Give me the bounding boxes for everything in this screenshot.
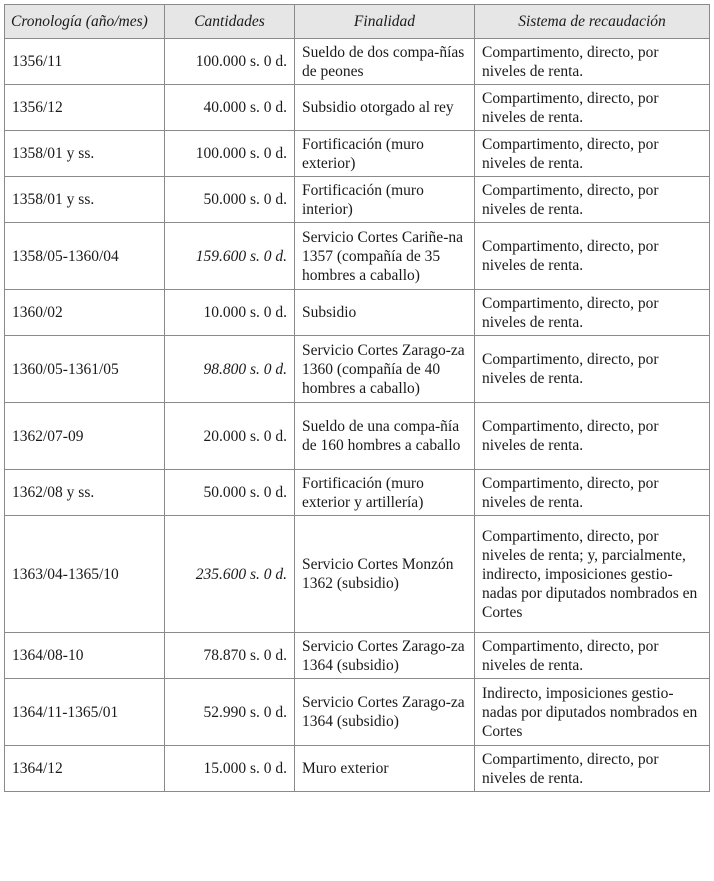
- cell-finalidad: Servicio Cortes Zarago-za 1364 (subsidio): [295, 679, 475, 746]
- data-table: [4, 4, 710, 792]
- table-row: [5, 403, 710, 470]
- table-row: [5, 290, 710, 336]
- cell-cantidad: 50.000 s. 0 d.: [165, 470, 295, 516]
- header-cantidades: Cantidades: [165, 5, 295, 39]
- cell-cantidad: 159.600 s. 0 d.: [165, 223, 295, 290]
- cell-finalidad: Subsidio: [295, 290, 475, 336]
- table-row: [5, 39, 710, 85]
- cell-cronologia: 1360/05-1361/05: [5, 336, 165, 403]
- table-row: [5, 633, 710, 679]
- cell-cronologia: 1362/07-09: [5, 403, 165, 470]
- cell-cantidad: 98.800 s. 0 d.: [165, 336, 295, 403]
- cell-sistema: Compartimento, directo, por niveles de renta.: [475, 290, 710, 336]
- cell-sistema: Compartimento, directo, por niveles de renta.: [475, 403, 710, 470]
- header-row: [5, 5, 710, 39]
- cell-sistema: Compartimento, directo, por niveles de renta.: [475, 633, 710, 679]
- header-cronologia: Cronología (año/mes): [5, 5, 165, 39]
- table-row: [5, 470, 710, 516]
- cell-sistema: Compartimento, directo, por niveles de renta.: [475, 746, 710, 792]
- cell-sistema: Compartimento, directo, por niveles de renta; y, parcialmente, indirecto, imposiciones gestio-nadas por diputados nombrados en Cortes: [475, 516, 710, 633]
- cell-finalidad: Subsidio otorgado al rey: [295, 85, 475, 131]
- table-row: [5, 336, 710, 403]
- cell-finalidad: Servicio Cortes Zarago-za 1364 (subsidio): [295, 633, 475, 679]
- cell-finalidad: Servicio Cortes Cariñe-na 1357 (compañía de 35 hombres a caballo): [295, 223, 475, 290]
- cell-cronologia: 1362/08 y ss.: [5, 470, 165, 516]
- header-finalidad: Finalidad: [295, 5, 475, 39]
- table-row: [5, 85, 710, 131]
- cell-cronologia: 1356/11: [5, 39, 165, 85]
- cell-sistema: Compartimento, directo, por niveles de renta.: [475, 223, 710, 290]
- cell-cronologia: 1356/12: [5, 85, 165, 131]
- cell-cronologia: 1358/01 y ss.: [5, 177, 165, 223]
- cell-finalidad: Sueldo de una compa-ñía de 160 hombres a caballo: [295, 403, 475, 470]
- cell-cantidad: 50.000 s. 0 d.: [165, 177, 295, 223]
- header-sistema: Sistema de recaudación: [475, 5, 710, 39]
- table-row: [5, 746, 710, 792]
- cell-cantidad: 100.000 s. 0 d.: [165, 131, 295, 177]
- cell-finalidad: Fortificación (muro interior): [295, 177, 475, 223]
- cell-cronologia: 1364/12: [5, 746, 165, 792]
- cell-cantidad: 40.000 s. 0 d.: [165, 85, 295, 131]
- cell-finalidad: Fortificación (muro exterior): [295, 131, 475, 177]
- cell-finalidad: Muro exterior: [295, 746, 475, 792]
- cell-sistema: Compartimento, directo, por niveles de renta.: [475, 85, 710, 131]
- cell-cronologia: 1363/04-1365/10: [5, 516, 165, 633]
- table-row: [5, 177, 710, 223]
- cell-finalidad: Servicio Cortes Zarago-za 1360 (compañía de 40 hombres a caballo): [295, 336, 475, 403]
- cell-finalidad: Sueldo de dos compa-ñías de peones: [295, 39, 475, 85]
- cell-cronologia: 1358/01 y ss.: [5, 131, 165, 177]
- cell-cantidad: 20.000 s. 0 d.: [165, 403, 295, 470]
- cell-cronologia: 1360/02: [5, 290, 165, 336]
- table-row: [5, 223, 710, 290]
- cell-cantidad: 15.000 s. 0 d.: [165, 746, 295, 792]
- cell-sistema: Compartimento, directo, por niveles de renta.: [475, 131, 710, 177]
- cell-sistema: Indirecto, imposiciones gestio-nadas por diputados nombrados en Cortes: [475, 679, 710, 746]
- cell-cantidad: 78.870 s. 0 d.: [165, 633, 295, 679]
- cell-sistema: Compartimento, directo, por niveles de renta.: [475, 470, 710, 516]
- cell-cantidad: 52.990 s. 0 d.: [165, 679, 295, 746]
- cell-cantidad: 10.000 s. 0 d.: [165, 290, 295, 336]
- cell-finalidad: Servicio Cortes Monzón 1362 (subsidio): [295, 516, 475, 633]
- table-row: [5, 131, 710, 177]
- cell-finalidad: Fortificación (muro exterior y artillería): [295, 470, 475, 516]
- cell-sistema: Compartimento, directo, por niveles de renta.: [475, 39, 710, 85]
- cell-sistema: Compartimento, directo, por niveles de renta.: [475, 177, 710, 223]
- cell-cantidad: 235.600 s. 0 d.: [165, 516, 295, 633]
- cell-sistema: Compartimento, directo, por niveles de renta.: [475, 336, 710, 403]
- cell-cantidad: 100.000 s. 0 d.: [165, 39, 295, 85]
- cell-cronologia: 1364/11-1365/01: [5, 679, 165, 746]
- table-row: [5, 679, 710, 746]
- cell-cronologia: 1358/05-1360/04: [5, 223, 165, 290]
- table-row: [5, 516, 710, 633]
- cell-cronologia: 1364/08-10: [5, 633, 165, 679]
